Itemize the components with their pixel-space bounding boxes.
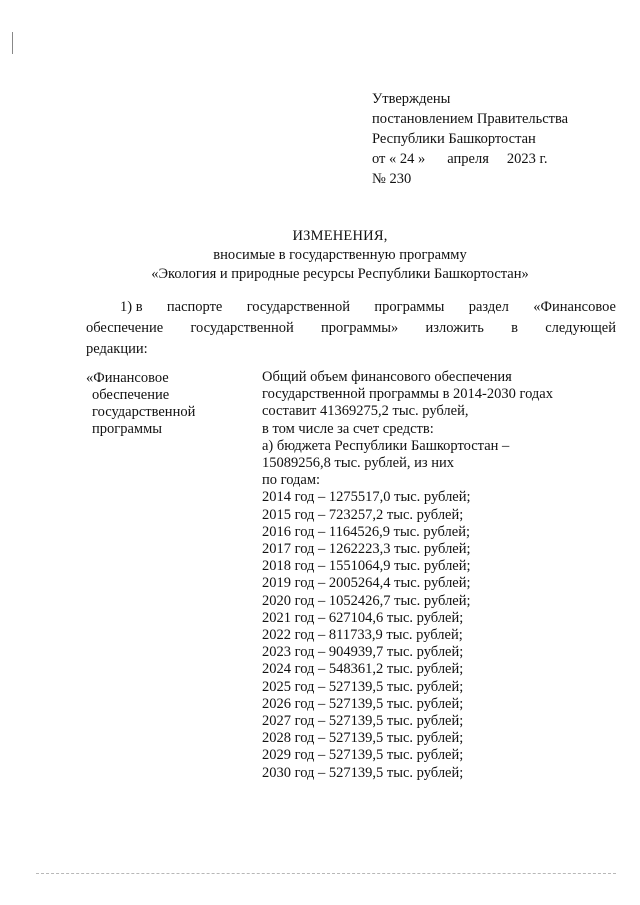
year-funding-line: 2030 год – 527139,5 тыс. рублей;: [262, 764, 464, 781]
financing-text-line: Общий объем финансового обеспечения: [262, 369, 512, 385]
financing-text-line: государственной программы в 2014-2030 годах: [262, 386, 553, 403]
line2-word: следующей: [545, 320, 616, 336]
section-label-line-3: государственной: [92, 404, 196, 420]
line1-word: программы: [374, 299, 445, 315]
year-funding-line: 2017 год – 1262223,3 тыс. рублей;: [262, 541, 471, 558]
financing-text-line: в том числе за счет средств:: [262, 420, 434, 437]
year-funding-line: 2023 год – 904939,7 тыс. рублей;: [262, 644, 464, 661]
financing-text-line: составит 41369275,2 тыс. рублей,: [262, 403, 469, 420]
intro-line-1: [86, 297, 616, 318]
section-label: [86, 370, 246, 438]
year-funding-line: 2020 год – 1052426,7 тыс. рублей;: [262, 592, 471, 609]
line1-word: государственной: [246, 299, 351, 315]
section-label-line-2: обеспечение: [92, 387, 170, 403]
line2-word: программы»: [321, 320, 399, 336]
document-title: [60, 227, 620, 284]
year-funding-line: 2019 год – 2005264,4 тыс. рублей;: [262, 575, 471, 592]
intro-paragraph: [86, 297, 616, 360]
approval-line-2: постановлением Правительства: [372, 111, 569, 127]
title-heading: ИЗМЕНЕНИЯ,: [292, 228, 388, 244]
year-funding-line: 2028 год – 527139,5 тыс. рублей;: [262, 730, 464, 747]
intro-line-3: редакции:: [86, 341, 148, 357]
intro-line-2: [86, 318, 616, 339]
line1-word: 1) в: [120, 299, 143, 315]
financing-text-line: а) бюджета Республики Башкортостан –: [262, 437, 510, 454]
year-funding-line: 2014 год – 1275517,0 тыс. рублей;: [262, 489, 471, 506]
margin-mark: [12, 32, 13, 54]
section-label-line-4: программы: [92, 421, 162, 437]
year-funding-line: 2025 год – 527139,5 тыс. рублей;: [262, 678, 464, 695]
approval-line-1: Утверждены: [372, 91, 451, 107]
approval-number: № 230: [372, 171, 412, 187]
year-funding-line: 2022 год – 811733,9 тыс. рублей;: [262, 627, 463, 644]
year-funding-line: 2027 год – 527139,5 тыс. рублей;: [262, 713, 464, 730]
approval-date-year: 2023 г.: [506, 151, 548, 167]
approval-date-month: апреля: [447, 151, 489, 167]
line2-word: изложить: [425, 320, 484, 336]
approval-stamp: [372, 89, 568, 189]
bottom-rule: [36, 873, 616, 874]
approval-line-3: Республики Башкортостан: [372, 131, 536, 147]
financing-details: [262, 369, 622, 782]
year-funding-line: 2021 год – 627104,6 тыс. рублей;: [262, 609, 464, 626]
year-funding-line: 2015 год – 723257,2 тыс. рублей;: [262, 506, 464, 523]
line2-word: государственной: [190, 320, 294, 336]
year-funding-line: 2024 год – 548361,2 тыс. рублей;: [262, 661, 464, 678]
approval-date: [372, 149, 568, 169]
section-label-line-1: «Финансовое: [86, 370, 169, 386]
line2-word: в: [511, 320, 518, 336]
line1-word: паспорте: [166, 299, 223, 315]
year-funding-line: 2016 год – 1164526,9 тыс. рублей;: [262, 523, 470, 540]
year-funding-line: 2026 год – 527139,5 тыс. рублей;: [262, 695, 464, 712]
year-funding-line: 2018 год – 1551064,9 тыс. рублей;: [262, 558, 471, 575]
approval-date-day: от « 24 »: [372, 151, 426, 167]
financing-text-line: по годам:: [262, 472, 321, 489]
line2-word: обеспечение: [86, 320, 164, 336]
title-line-2: вносимые в государственную программу: [213, 247, 467, 263]
year-funding-line: 2029 год – 527139,5 тыс. рублей;: [262, 747, 464, 764]
line1-word: «Финансовое: [533, 299, 616, 315]
line1-word: раздел: [468, 299, 509, 315]
financing-text-line: 15089256,8 тыс. рублей, из них: [262, 455, 454, 472]
title-line-3: «Экология и природные ресурсы Республики Башкортостан»: [151, 266, 529, 282]
